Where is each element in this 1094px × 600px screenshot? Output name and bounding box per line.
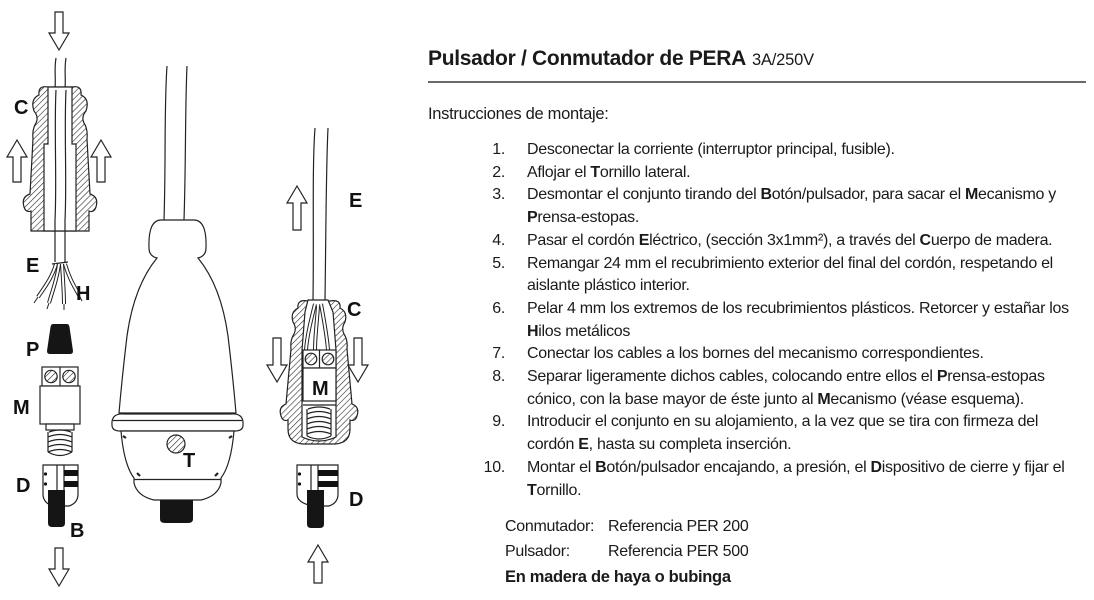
mechanism-drawing xyxy=(40,367,80,456)
step-number: 5. xyxy=(492,254,505,272)
reference-row xyxy=(505,514,1086,539)
instruction-step xyxy=(428,139,1086,162)
step-text: Remangar 24 mm el recubrimiento exterior del final del cordón, respetando el aislante plástico interior. xyxy=(527,254,1053,295)
button-plunger-drawing xyxy=(48,490,65,527)
reference-value: Referencia PER 200 xyxy=(608,518,749,536)
step-text: Pelar 4 mm los extremos de los recubrimientos plásticos. Retorcer y estañar los Hilos metálicos xyxy=(527,299,1069,340)
instruction-step xyxy=(428,411,1086,456)
reference-label: Pulsador: xyxy=(505,543,570,561)
pear-body-drawing xyxy=(119,220,236,413)
assembled-body-view xyxy=(112,66,243,523)
closure-device-drawing xyxy=(297,465,338,528)
step-number: 6. xyxy=(492,299,505,317)
rating-text: 3A/250V xyxy=(752,51,814,69)
up-arrow-icon xyxy=(7,140,27,182)
step-text: Desconectar la corriente (interruptor principal, fusible). xyxy=(527,141,895,158)
step-number: 7. xyxy=(492,345,505,363)
step-number: 9. xyxy=(492,413,505,431)
label-gland: P xyxy=(26,339,40,361)
cord-drawing xyxy=(313,128,328,300)
label-cord: E xyxy=(26,255,40,277)
step-text: Montar el Botón/pulsador encajando, a presión, el Dispositivo de cierre y fijar el Tornillo. xyxy=(527,458,1065,499)
label-closure: D xyxy=(349,489,364,511)
flange-drawing xyxy=(112,414,243,431)
up-arrow-icon xyxy=(287,186,307,230)
page-title xyxy=(428,46,1086,73)
step-text: Pasar el cordón Eléctrico, (sección 3x1mm²), a través del Cuerpo de madera. xyxy=(527,231,1053,249)
instruction-content xyxy=(428,46,1086,587)
step-text: Aflojar el Tornillo lateral. xyxy=(527,163,691,181)
divider xyxy=(428,81,1086,83)
instruction-step xyxy=(428,343,1086,366)
closure-device-drawing xyxy=(43,465,78,527)
step-text: Introducir el conjunto en su alojamiento, a la vez que se tira con firmeza del cordón E, hasta su completa inserción. xyxy=(527,413,1039,454)
title-text: Pulsador / Conmutador de PERA xyxy=(428,47,747,70)
threaded-stem-drawing xyxy=(48,430,72,456)
instruction-step xyxy=(428,457,1086,502)
instruction-list xyxy=(428,139,1086,502)
label-cord: E xyxy=(349,190,363,212)
instruction-step xyxy=(428,230,1086,253)
instruction-step xyxy=(428,366,1086,411)
button-plunger-drawing xyxy=(307,490,324,528)
instruction-step xyxy=(428,298,1086,343)
step-number: 4. xyxy=(492,231,505,249)
material-note: En madera de haya o bubinga xyxy=(505,568,731,587)
step-number: 1. xyxy=(492,141,505,158)
step-number: 8. xyxy=(492,368,505,386)
label-mechanism: M xyxy=(13,397,30,419)
label-wires: H xyxy=(76,283,91,305)
step-number: 3. xyxy=(492,186,505,204)
up-arrow-icon xyxy=(308,545,328,583)
button-drawing xyxy=(160,500,193,523)
cord-drawing xyxy=(164,66,187,220)
label-button: B xyxy=(70,520,85,542)
instructions-heading: Instrucciones de montaje: xyxy=(428,105,609,123)
grip-inner-channel xyxy=(44,87,76,231)
down-arrow-icon xyxy=(267,338,287,382)
left-exploded-view xyxy=(7,12,111,586)
assembly-diagram xyxy=(0,0,420,600)
reference-list xyxy=(505,514,1086,564)
instruction-step xyxy=(428,184,1086,229)
reference-row xyxy=(505,539,1086,564)
down-arrow-icon xyxy=(49,12,69,50)
label-screw: T xyxy=(183,450,196,472)
step-text: Separar ligeramente dichos cables, colocando entre ellos el Prensa-estopas cónico, con la base mayor de éste junto al Mecanismo (véase esquema). xyxy=(527,368,1045,408)
down-arrow-icon xyxy=(348,338,368,382)
instruction-step xyxy=(428,162,1086,185)
instruction-step xyxy=(428,253,1086,298)
right-cross-section-view xyxy=(267,128,368,583)
strain-relief-cone-drawing xyxy=(47,324,73,354)
step-number: 2. xyxy=(492,163,505,181)
label-closure: D xyxy=(16,475,31,497)
reference-label: Conmutador: xyxy=(505,518,595,536)
step-number: 10. xyxy=(483,458,505,476)
stripped-wires-drawing xyxy=(34,264,82,310)
up-arrow-icon xyxy=(91,140,111,182)
step-text: Desmontar el conjunto tirando del Botón/pulsador, para sacar el Mecanismo y Prensa-estopas. xyxy=(527,186,1056,227)
step-text: Conectar los cables a los bornes del mecanismo correspondientes. xyxy=(527,345,984,363)
down-arrow-icon xyxy=(49,548,69,586)
label-cap: C xyxy=(347,299,362,321)
label-mechanism: M xyxy=(312,378,329,400)
reference-value: Referencia PER 500 xyxy=(608,543,749,561)
label-cap: C xyxy=(14,97,29,119)
cord-drawing xyxy=(55,58,66,88)
